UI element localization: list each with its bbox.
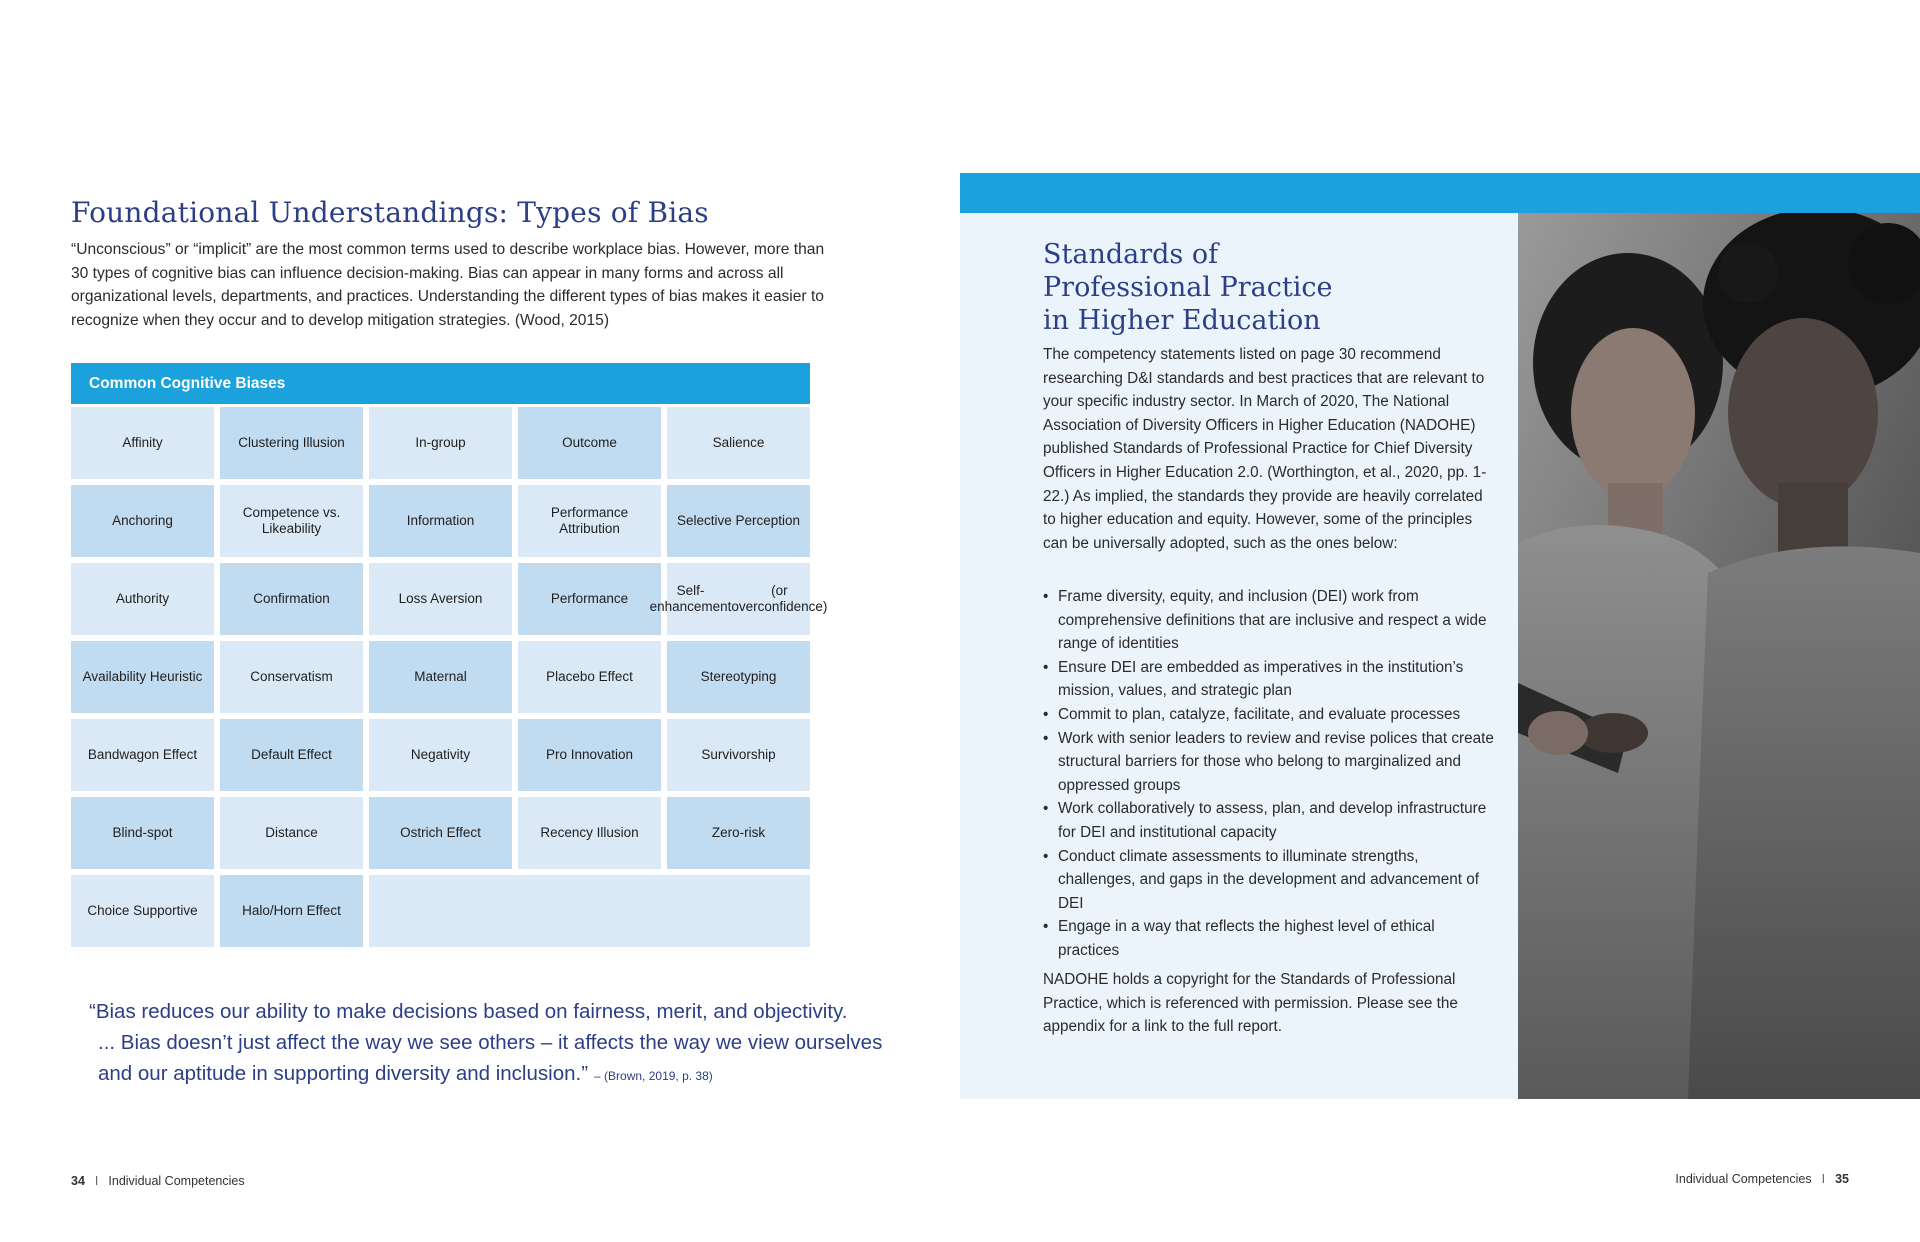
bias-cell: Information — [369, 485, 512, 557]
bias-cell: Performance Attribution — [518, 485, 661, 557]
bias-cell: Choice Supportive — [71, 875, 214, 947]
footer-separator: I — [94, 1174, 99, 1188]
footer-section: Individual Competencies — [108, 1174, 245, 1188]
footer-separator: I — [1821, 1172, 1826, 1186]
standards-closing: NADOHE holds a copyright for the Standards of Professional Practice, which is referenced with permission. Please see the appendix for a link to the full report. — [1043, 971, 1458, 1036]
standards-title-line: in Higher Education — [1043, 305, 1321, 336]
bullet-item: • Work with senior leaders to review and revise polices that create structural barriers for those who belong to marginalized and oppressed groups — [1043, 727, 1495, 798]
bullet-item: • Frame diversity, equity, and inclusion (DEI) work from comprehensive definitions that are inclusive and respect a wide range of identities — [1043, 585, 1495, 656]
standards-title-line: Professional Practice — [1043, 272, 1333, 303]
bullet-item: • Work collaboratively to assess, plan, and develop infrastructure for DEI and institutional capacity — [1043, 797, 1495, 844]
bias-cell: Authority — [71, 563, 214, 635]
bullet-item: • Engage in a way that reflects the highest level of ethical practices — [1043, 915, 1495, 962]
bias-cell: Stereotyping — [667, 641, 810, 713]
bias-cell: Default Effect — [220, 719, 363, 791]
quote-line-2: ... Bias doesn’t just affect the way we see others – it affects the way we view ourselves — [98, 1031, 883, 1054]
page-number: 34 — [71, 1174, 85, 1188]
blue-header-band — [960, 173, 1920, 213]
bullet-item: • Conduct climate assessments to illuminate strengths, challenges, and gaps in the development and advancement of DEI — [1043, 845, 1495, 916]
pull-quote — [89, 996, 889, 1092]
standards-body: The competency statements listed on page 30 recommend researching D&I standards and best practices that are relevant to your specific industry sector. In March of 2020, The National Association of Diversity Officers in Higher Education (NADOHE) published Standards of Professional Practice for Chief Diversity Officers in Higher Education 2.0. (Worthington, et al., 2020, pp. 1-22.) As implied, the standards they provide are heavily correlated to higher education and equity. However, some of the principles can be universally adopted, such as the ones below: — [1043, 346, 1487, 552]
bias-cell: Negativity — [369, 719, 512, 791]
healthcare-workers-photo — [1518, 213, 1920, 1099]
quote-line-3-text: and our aptitude in supporting diversity and inclusion.” — [98, 1062, 589, 1085]
bias-cell: Conservatism — [220, 641, 363, 713]
bias-cell: Pro Innovation — [518, 719, 661, 791]
standards-title-line: Standards of — [1043, 239, 1219, 270]
bias-cell: Placebo Effect — [518, 641, 661, 713]
bias-cell-label: Self-enhancement — [649, 583, 732, 614]
footer-section: Individual Competencies — [1675, 1172, 1812, 1186]
bias-cell: Anchoring — [71, 485, 214, 557]
bias-cell: Outcome — [518, 407, 661, 479]
standards-title — [1043, 238, 1483, 337]
bias-cell-self-enhancement — [649, 563, 828, 635]
cognitive-biases-table — [71, 363, 828, 947]
bias-cell: Affinity — [71, 407, 214, 479]
bias-cell: Zero-risk — [667, 797, 810, 869]
bias-cell: Ostrich Effect — [369, 797, 512, 869]
bias-cell: Recency Illusion — [518, 797, 661, 869]
footer-left — [71, 1174, 245, 1188]
quote-line-1: “Bias reduces our ability to make decisions based on fairness, merit, and objectivity. — [89, 1000, 848, 1023]
bias-grid — [71, 407, 828, 947]
empty-cell — [369, 875, 810, 947]
bias-cell: Blind-spot — [71, 797, 214, 869]
bias-cell: Maternal — [369, 641, 512, 713]
bias-cell: Selective Perception — [667, 485, 810, 557]
bias-cell: Survivorship — [667, 719, 810, 791]
table-header: Common Cognitive Biases — [71, 363, 810, 404]
bias-cell: Distance — [220, 797, 363, 869]
bias-cell: In-group — [369, 407, 512, 479]
bullet-item: • Ensure DEI are embedded as imperatives in the institution’s mission, values, and strategic plan — [1043, 656, 1495, 703]
bias-cell: Clustering Illusion — [220, 407, 363, 479]
intro-paragraph: “Unconscious” or “implicit” are the most common terms used to describe workplace bias. However, more than 30 types of cognitive bias can influence decision-making. Bias can appear in many forms and across all organizational levels, departments, and practices. Understanding the different types of bias makes it easier to recognize when they occur and to develop mitigation strategies. (Wood, 2015) — [71, 241, 825, 329]
bias-cell: Performance — [518, 563, 661, 635]
bias-cell: Halo/Horn Effect — [220, 875, 363, 947]
bias-cell: Bandwagon Effect — [71, 719, 214, 791]
footer-right — [1675, 1172, 1849, 1186]
bias-cell-note: (or overconfidence) — [731, 583, 828, 614]
page-title: Foundational Understandings: Types of Bias — [71, 196, 709, 229]
bias-cell: Salience — [667, 407, 810, 479]
standards-bullet-list — [1043, 585, 1495, 963]
quote-citation: – (Brown, 2019, p. 38) — [594, 1069, 713, 1083]
photo-illustration — [1518, 213, 1920, 1099]
quote-line-3 — [89, 1058, 889, 1092]
bias-cell: Loss Aversion — [369, 563, 512, 635]
bias-cell: Confirmation — [220, 563, 363, 635]
bias-cell: Competence vs. Likeability — [220, 485, 363, 557]
bullet-item: • Commit to plan, catalyze, facilitate, and evaluate processes — [1043, 703, 1495, 727]
bias-cell: Availability Heuristic — [71, 641, 214, 713]
page-number: 35 — [1835, 1172, 1849, 1186]
